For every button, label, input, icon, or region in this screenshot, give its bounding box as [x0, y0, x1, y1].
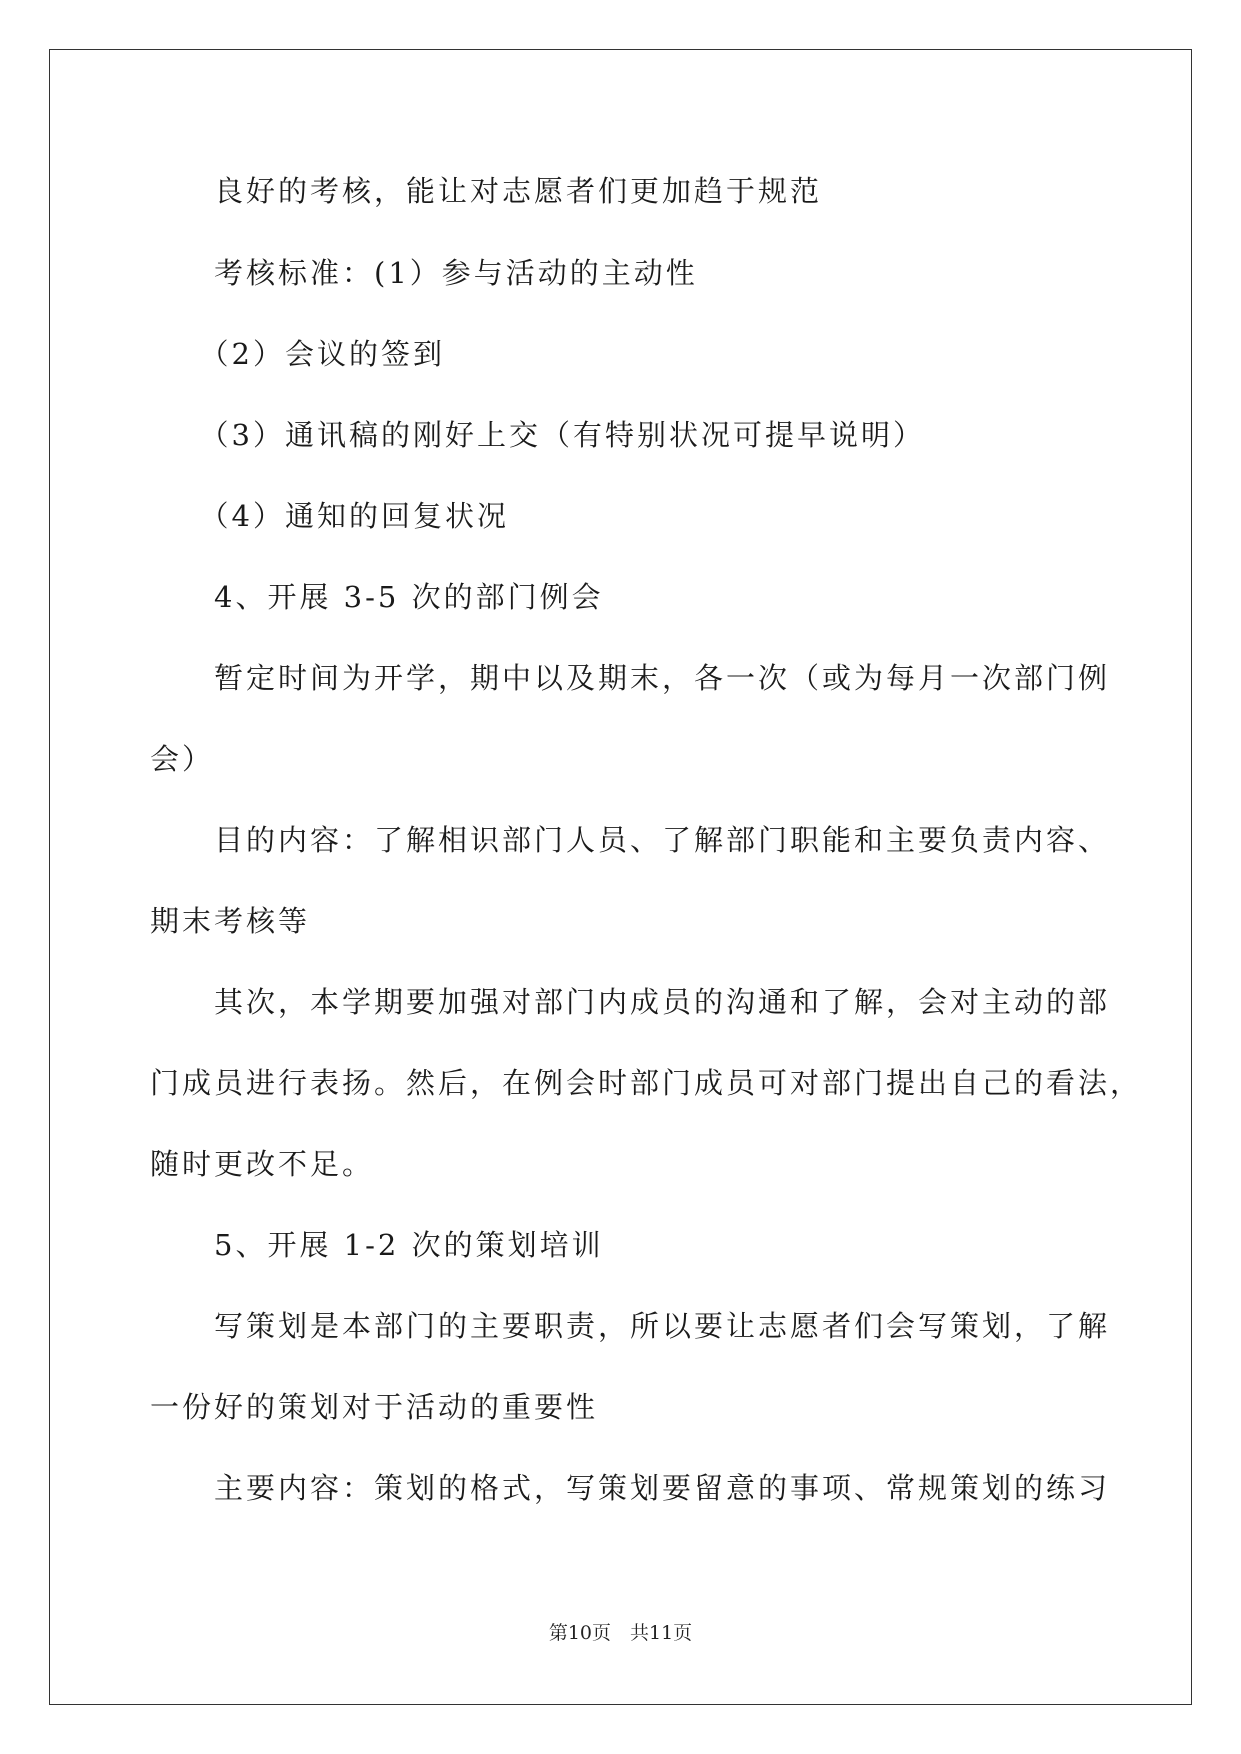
text-line: 写策划是本部门的主要职责，所以要让志愿者们会写策划，了解: [150, 1309, 1111, 1343]
page-number-footer: 第10页 共11页: [548, 1622, 693, 1644]
text-line: 4、开展 3-5 次的部门例会: [150, 580, 604, 614]
text-line: 暂定时间为开学，期中以及期末，各一次（或为每月一次部门例: [150, 661, 1111, 695]
text-line: 随时更改不足。: [150, 1147, 375, 1181]
text-line: 良好的考核，能让对志愿者们更加趋于规范: [150, 174, 823, 208]
text-line: 主要内容：策划的格式，写策划要留意的事项、常规策划的练习: [150, 1471, 1111, 1505]
text-line: 目的内容：了解相识部门人员、了解部门职能和主要负责内容、: [150, 823, 1111, 857]
text-line: （3）通讯稿的刚好上交（有特别状况可提早说明）: [150, 418, 925, 452]
text-line: 会）: [150, 742, 215, 776]
text-line: 5、开展 1-2 次的策划培训: [150, 1228, 604, 1262]
text-line: 考核标准：(1）参与活动的主动性: [150, 256, 698, 290]
text-line: （4）通知的回复状况: [150, 499, 509, 533]
text-line: 门成员进行表扬。然后，在例会时部门成员可对部门提出自己的看法，: [150, 1066, 1143, 1100]
text-line: 一份好的策划对于活动的重要性: [150, 1390, 599, 1424]
text-line: 其次，本学期要加强对部门内成员的沟通和了解，会对主动的部: [150, 985, 1111, 1019]
text-line: 期末考核等: [150, 904, 311, 938]
text-line: （2）会议的签到: [150, 337, 445, 371]
